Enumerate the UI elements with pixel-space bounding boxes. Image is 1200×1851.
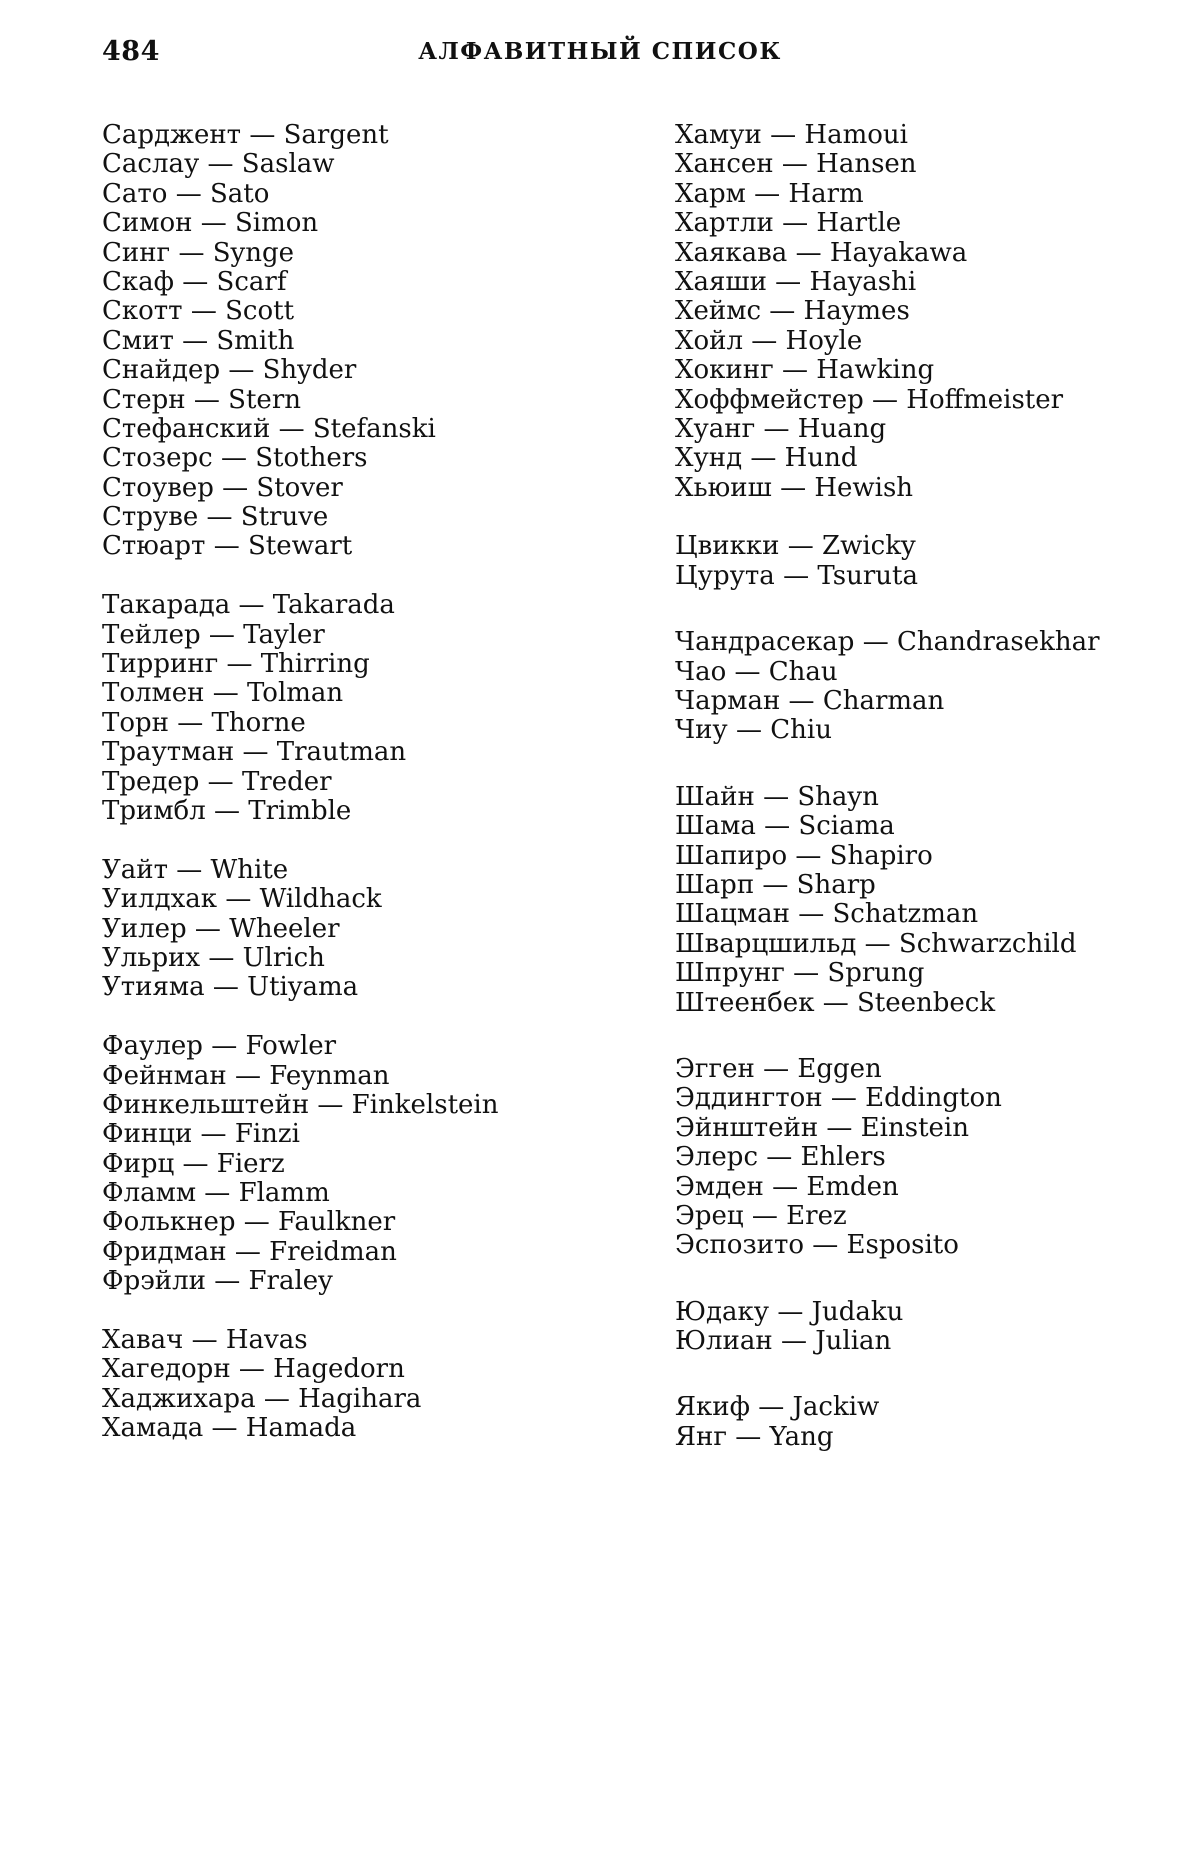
index-entry: Фламм — Flamm bbox=[102, 1178, 330, 1209]
index-entry: Хаджихара — Hagihara bbox=[102, 1383, 422, 1414]
index-entry: Скотт — Scott bbox=[102, 296, 295, 327]
index-entry: Снайдер — Shyder bbox=[102, 355, 357, 386]
page-number: 484 bbox=[102, 36, 160, 67]
index-entry: Тредер — Treder bbox=[102, 766, 332, 797]
index-entry: Чиу — Chiu bbox=[675, 715, 832, 746]
index-entry: Синг — Synge bbox=[102, 237, 294, 268]
index-entry: Штеенбек — Steenbeck bbox=[675, 987, 996, 1018]
index-entry: Фейнман — Feynman bbox=[102, 1060, 390, 1091]
index-entry: Тримбл — Trimble bbox=[102, 795, 352, 826]
index-entry: Толмен — Tolman bbox=[102, 678, 344, 709]
index-letter-group bbox=[675, 121, 1195, 503]
index-entry: Стефанский — Stefanski bbox=[102, 413, 436, 444]
index-letter-group bbox=[675, 1055, 1195, 1261]
index-entry: Стозерс — Stothers bbox=[102, 443, 368, 474]
index-entry: Уилер — Wheeler bbox=[102, 913, 340, 944]
index-entry: Струве — Struve bbox=[102, 502, 329, 533]
index-entry: Стерн — Stern bbox=[102, 384, 301, 415]
index-entry: Хойл — Hoyle bbox=[675, 325, 863, 356]
index-entry: Шайн — Shayn bbox=[675, 781, 879, 812]
index-column-right bbox=[675, 121, 1195, 1482]
index-entry: Уайт — White bbox=[102, 854, 289, 885]
index-entry: Эспозито — Esposito bbox=[675, 1230, 959, 1261]
index-entry: Хаяши — Hayashi bbox=[675, 266, 917, 297]
index-entry: Саслау — Saslaw bbox=[102, 149, 335, 180]
index-entry: Хамада — Hamada bbox=[102, 1413, 357, 1444]
index-entry: Чарман — Charman bbox=[675, 686, 945, 717]
index-column-left bbox=[102, 121, 642, 1473]
index-entry: Уилдхак — Wildhack bbox=[102, 884, 382, 915]
index-entry: Тирринг — Thirring bbox=[102, 649, 370, 680]
index-entry: Хьюиш — Hewish bbox=[675, 472, 914, 503]
index-entry: Шарп — Sharp bbox=[675, 869, 876, 900]
index-letter-group bbox=[102, 591, 642, 826]
index-entry: Фолькнер — Faulkner bbox=[102, 1207, 396, 1238]
index-entry: Такарада — Takarada bbox=[102, 590, 395, 621]
index-entry: Стюарт — Stewart bbox=[102, 531, 353, 562]
index-letter-group bbox=[675, 783, 1195, 1018]
index-entry: Финци — Finzi bbox=[102, 1119, 300, 1150]
index-entry: Эйнштейн — Einstein bbox=[675, 1112, 969, 1143]
index-entry: Элерс — Ehlers bbox=[675, 1142, 886, 1173]
index-entry: Шпрунг — Sprung bbox=[675, 958, 925, 989]
index-entry: Харм — Harm bbox=[675, 178, 864, 209]
index-entry: Хеймс — Haymes bbox=[675, 296, 910, 327]
index-entry: Эгген — Eggen bbox=[675, 1053, 882, 1084]
index-letter-group bbox=[102, 856, 642, 1003]
index-entry: Чандрасекар — Chandrasekhar bbox=[675, 627, 1100, 658]
index-entry: Тейлер — Tayler bbox=[102, 619, 325, 650]
index-entry: Юдаку — Judaku bbox=[675, 1296, 904, 1327]
index-entry: Скаф — Scarf bbox=[102, 266, 287, 297]
index-entry: Шварцшильд — Schwarzchild bbox=[675, 928, 1077, 959]
index-entry: Янг — Yang bbox=[675, 1421, 834, 1452]
index-letter-group bbox=[675, 1298, 1195, 1357]
index-entry: Эддингтон — Eddington bbox=[675, 1083, 1002, 1114]
index-letter-group bbox=[675, 1393, 1195, 1452]
index-entry: Хамуи — Hamoui bbox=[675, 120, 908, 150]
running-title: АЛФАВИТНЫЙ СПИСОК bbox=[418, 38, 782, 65]
index-entry: Цурута — Tsuruta bbox=[675, 560, 918, 591]
index-entry: Финкельштейн — Finkelstein bbox=[102, 1089, 499, 1120]
index-entry: Хаякава — Hayakawa bbox=[675, 237, 968, 268]
index-entry: Симон — Simon bbox=[102, 208, 319, 239]
index-entry: Цвикки — Zwicky bbox=[675, 531, 916, 562]
index-entry: Шама — Sciama bbox=[675, 811, 895, 842]
index-letter-group bbox=[102, 1032, 642, 1297]
index-entry: Эмден — Emden bbox=[675, 1171, 899, 1202]
index-entry: Хартли — Hartle bbox=[675, 208, 902, 239]
index-entry: Сарджент — Sargent bbox=[102, 120, 389, 150]
index-entry: Стоувер — Stover bbox=[102, 472, 343, 503]
index-entry: Хоффмейстер — Hoffmeister bbox=[675, 384, 1064, 415]
index-entry: Якиф — Jackiw bbox=[675, 1392, 880, 1423]
index-letter-group bbox=[675, 628, 1195, 746]
index-entry: Фирц — Fierz bbox=[102, 1148, 285, 1179]
index-entry: Хокинг — Hawking bbox=[675, 355, 935, 386]
index-entry: Юлиан — Julian bbox=[675, 1326, 892, 1357]
index-letter-group bbox=[102, 1326, 642, 1444]
index-entry: Фридман — Freidman bbox=[102, 1236, 397, 1267]
index-entry: Шапиро — Shapiro bbox=[675, 840, 933, 871]
index-entry: Сато — Sato bbox=[102, 178, 270, 209]
index-entry: Траутман — Trautman bbox=[102, 737, 407, 768]
index-entry: Шацман — Schatzman bbox=[675, 899, 979, 930]
index-entry: Чао — Chau bbox=[675, 656, 838, 687]
index-entry: Эрец — Erez bbox=[675, 1200, 847, 1231]
index-entry: Ульрих — Ulrich bbox=[102, 942, 325, 973]
index-entry: Утияма — Utiyama bbox=[102, 972, 359, 1003]
index-letter-group bbox=[675, 532, 1195, 591]
index-letter-group bbox=[102, 121, 642, 562]
index-entry: Торн — Thorne bbox=[102, 707, 306, 738]
index-entry: Хунд — Hund bbox=[675, 443, 858, 474]
index-entry: Смит — Smith bbox=[102, 325, 295, 356]
index-entry: Хагедорн — Hagedorn bbox=[102, 1354, 405, 1385]
index-entry: Фрэйли — Fraley bbox=[102, 1266, 333, 1297]
index-entry: Хавач — Havas bbox=[102, 1325, 308, 1356]
index-entry: Хуанг — Huang bbox=[675, 413, 887, 444]
index-entry: Хансен — Hansen bbox=[675, 149, 917, 180]
index-entry: Фаулер — Fowler bbox=[102, 1031, 337, 1062]
